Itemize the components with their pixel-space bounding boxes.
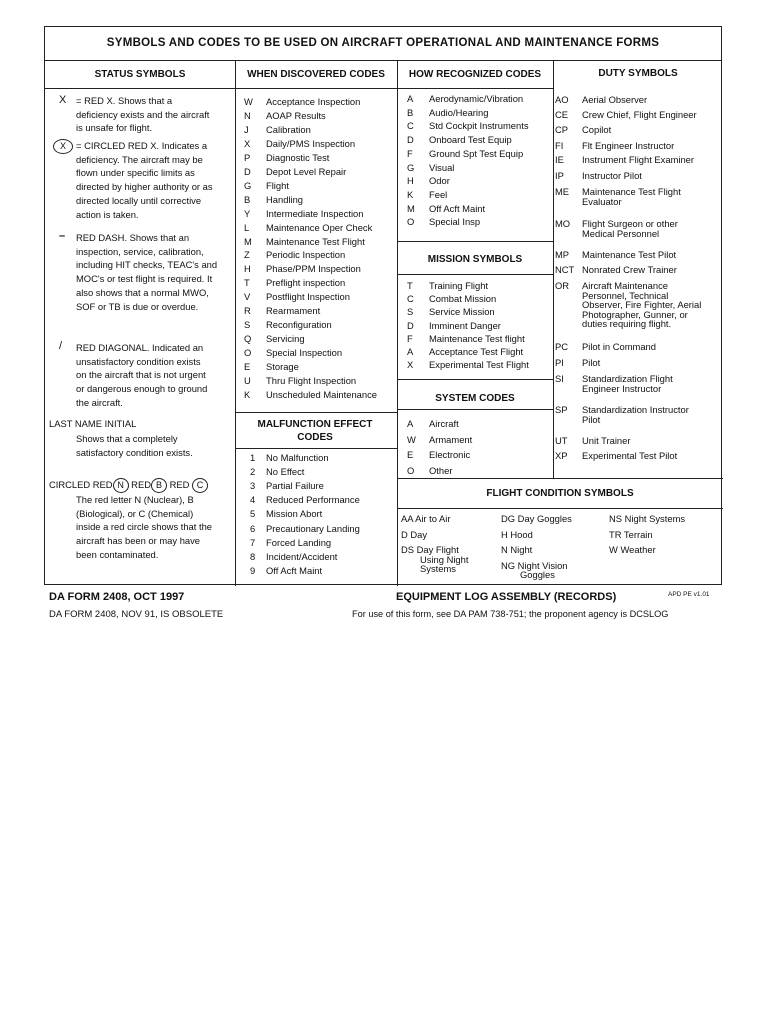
mission-row-label: Acceptance Test Flight	[429, 346, 524, 357]
how-code-row-label: Special Insp	[429, 216, 481, 228]
how-code-row-label: Visual	[429, 161, 455, 173]
system-row-code: O	[407, 464, 415, 476]
duty-code: SI	[555, 373, 564, 384]
flight-condition-item: Using Night	[420, 553, 469, 565]
mission-row-code: F	[407, 332, 413, 344]
duty-label: Unit Trainer	[582, 435, 631, 446]
when-code-row-code: T	[244, 277, 250, 289]
how-code-row-code: D	[407, 134, 414, 146]
malfunction-top-line	[235, 412, 397, 413]
mission-row-code: C	[407, 293, 414, 305]
how-code-row-code: A	[407, 93, 414, 104]
flight-condition-item: TR Terrain	[609, 528, 653, 540]
duty-label: Instrument Flight Examiner	[582, 154, 695, 165]
when-code-row-code: Q	[244, 333, 252, 345]
duty-code: XP	[555, 450, 568, 461]
how-code-row-label: Audio/Hearing	[429, 106, 489, 118]
when-code-row-code: D	[244, 165, 251, 177]
mission-row-label: Service Mission	[429, 306, 495, 318]
when-code-row-code: U	[244, 375, 251, 386]
system-row-code: W	[407, 433, 416, 445]
when-code-row-label: Intermediate Inspection	[266, 207, 364, 219]
red-dash-symbol: –	[59, 230, 66, 242]
malfunction-row-label: Forced Landing	[266, 536, 332, 548]
duty-label: Medical Personnel	[582, 227, 660, 239]
duty-code: IE	[555, 154, 564, 165]
system-row-label: Armament	[429, 433, 473, 445]
circled-x-symbol: X	[53, 139, 73, 154]
when-code-row-code: H	[244, 263, 251, 275]
duty-code: NCT	[555, 264, 575, 275]
when-code-row-label: Calibration	[266, 123, 311, 135]
when-code-row-code: X	[244, 137, 251, 149]
header-mission: MISSION SYMBOLS	[427, 254, 523, 265]
duty-label: Nonrated Crew Trainer	[582, 264, 677, 275]
red-diagonal-symbol: /	[59, 340, 63, 352]
duty-code: AO	[555, 94, 569, 105]
when-code-row-label: Preflight inspection	[266, 277, 346, 289]
duty-code: UT	[555, 435, 568, 446]
mission-row-label: Experimental Test Flight	[429, 359, 529, 371]
duty-code: CP	[555, 124, 569, 135]
duty-label: Observer, Fire Fighter, Aerial	[582, 299, 702, 310]
flight-condition-item: W Weather	[609, 544, 656, 555]
when-code-row-code: L	[244, 221, 250, 233]
flight-condition-item: DS Day Flight	[401, 544, 459, 555]
how-code-row-code: H	[407, 175, 414, 187]
mission-row-code: X	[407, 359, 414, 371]
malfunction-row-label: Reduced Performance	[266, 494, 360, 506]
circled-red-line: CIRCLED RED N RED B RED C	[49, 478, 208, 493]
when-code-row-label: Flight	[266, 179, 289, 191]
mission-row-code: S	[407, 306, 414, 318]
duty-code: SP	[555, 404, 568, 415]
duty-label: Pilot in Command	[582, 341, 656, 352]
when-code-row-label: Daily/PMS Inspection	[266, 137, 356, 149]
red-diagonal-text: RED DIAGONAL. Indicated an unsatisfactory condition exists on the aircraft that is not urgent or dangerous enough to ground the aircraft.	[76, 342, 208, 408]
mission-row-code: T	[407, 280, 413, 291]
header-when: WHEN DISCOVERED CODES	[247, 69, 385, 80]
header-duty: DUTY SYMBOLS	[598, 68, 678, 79]
flight-condition-item: H Hood	[501, 528, 533, 540]
duty-label: Maintenance Test Pilot	[582, 249, 677, 260]
mission-row-label: Combat Mission	[429, 293, 497, 305]
when-code-row-code: G	[244, 179, 252, 191]
duty-label: Aerial Observer	[582, 94, 648, 105]
how-code-row-label: Ground Spt Test Equip	[429, 147, 524, 159]
last-name-text: Shows that a completely satisfactory condition exists.	[76, 433, 193, 458]
usage-note: For use of this form, see DA PAM 738-751; the proponent agency is DCSLOG	[352, 609, 669, 619]
when-code-row-code: E	[244, 361, 251, 373]
when-code-row-label: Special Inspection	[266, 347, 343, 359]
system-row-label: Aircraft	[429, 418, 459, 429]
how-code-row-code: B	[407, 106, 414, 118]
how-code-row-code: M	[407, 202, 415, 214]
flight-condition-item: NS Night Systems	[609, 513, 686, 524]
when-code-row-code: J	[244, 123, 249, 135]
when-code-row-label: Thru Flight Inspection	[266, 375, 357, 386]
form-id: DA FORM 2408, OCT 1997	[49, 591, 185, 603]
duty-code: CE	[555, 109, 569, 120]
duty-code: ME	[555, 186, 570, 197]
duty-label: Pilot	[582, 357, 601, 368]
flight-condition-item: DG Day Goggles	[501, 513, 572, 524]
system-row-code: A	[407, 418, 414, 429]
symbols-form	[44, 26, 722, 585]
duty-label: Flight Surgeon or other	[582, 218, 678, 229]
duty-label: Photographer, Gunner, or	[582, 308, 688, 320]
form-title: SYMBOLS AND CODES TO BE USED ON AIRCRAFT OPERATIONAL AND MAINTENANCE FORMS	[45, 27, 721, 61]
malfunction-row-code: 5	[250, 508, 256, 520]
when-code-row-code: V	[244, 291, 251, 303]
duty-code: PC	[555, 341, 569, 352]
malfunction-row-code: 3	[250, 480, 256, 492]
red-x-text: = RED X. Shows that a deficiency exists and the aircraft is unsafe for flight.	[76, 95, 210, 134]
when-code-row-code: P	[244, 151, 251, 163]
how-code-row-label: Off Acft Maint	[429, 202, 486, 214]
header-status: STATUS SYMBOLS	[94, 69, 186, 80]
header-flight-condition: FLIGHT CONDITION SYMBOLS	[486, 488, 634, 499]
flight-condition-item: NG Night Vision	[501, 559, 568, 571]
when-code-row-code: W	[244, 96, 253, 107]
duty-code: MP	[555, 249, 570, 260]
when-code-row-label: Maintenance Test Flight	[266, 235, 365, 247]
how-code-row-code: F	[407, 147, 413, 159]
duty-label: Copilot	[582, 124, 612, 135]
flight-bottom-line	[397, 508, 723, 509]
malfunction-row-label: Off Acft Maint	[266, 564, 323, 576]
flight-top-line	[397, 478, 723, 479]
malfunction-bottom-line	[235, 448, 397, 449]
flight-condition-item: D Day	[401, 528, 428, 540]
mission-row-label: Training Flight	[429, 280, 489, 291]
duty-code: PI	[555, 357, 564, 368]
when-code-row-code: R	[244, 305, 251, 317]
malfunction-row-label: No Effect	[266, 466, 305, 478]
system-top-line	[397, 379, 553, 380]
duty-label: Evaluator	[582, 195, 622, 207]
duty-label: Crew Chief, Flight Engineer	[582, 109, 697, 120]
malfunction-row-code: 4	[250, 494, 256, 506]
malfunction-row-code: 9	[250, 564, 256, 576]
divider-how	[553, 60, 554, 478]
how-code-row-code: C	[407, 120, 414, 132]
obsolete-note: DA FORM 2408, NOV 91, IS OBSOLETE	[49, 609, 224, 620]
mission-row-code: D	[407, 319, 414, 331]
duty-label: Aircraft Maintenance	[582, 280, 668, 291]
mission-row-label: Imminent Danger	[429, 319, 501, 331]
how-code-row-label: Odor	[429, 175, 450, 187]
how-code-row-label: Onboard Test Equip	[429, 134, 512, 146]
malfunction-row-label: Incident/Accident	[266, 550, 338, 562]
red-dash-text: RED DASH. Shows that an inspection, service, calibration, including HIT checks, TEAC's and MOC's or test flight is required. It also shows that a normal MWO, SOF or TB is due or overdue.	[76, 232, 218, 312]
how-code-row-code: O	[407, 216, 415, 228]
duty-label: Standardization Instructor	[582, 404, 689, 415]
duty-label: Personnel, Technical	[582, 289, 669, 301]
how-code-row-label: Feel	[429, 188, 448, 200]
malfunction-row-code: 7	[250, 536, 256, 548]
when-code-row-label: Handling	[266, 193, 304, 205]
when-code-row-label: Maintenance Oper Check	[266, 221, 373, 233]
when-code-row-code: B	[244, 193, 251, 205]
mission-top-line	[397, 241, 553, 242]
malfunction-row-code: 6	[250, 522, 256, 534]
when-code-row-label: Servicing	[266, 333, 305, 345]
when-code-row-code: M	[244, 235, 252, 247]
duty-code: IP	[555, 170, 564, 181]
system-bottom-line	[397, 409, 553, 410]
flight-condition-item: AA Air to Air	[401, 513, 451, 524]
duty-label: Maintenance Test Flight	[582, 186, 681, 197]
duty-label: Experimental Test Pilot	[582, 450, 678, 461]
how-code-row-code: K	[407, 188, 414, 200]
duty-label: Instructor Pilot	[582, 170, 642, 181]
when-code-row-code: Z	[244, 249, 250, 261]
flight-condition-item: N Night	[501, 544, 533, 555]
duty-code: MO	[555, 218, 571, 229]
duty-label: Pilot	[582, 413, 601, 425]
duty-label: Flt Engineer Instructor	[582, 140, 675, 151]
when-code-row-code: N	[244, 109, 251, 121]
when-code-row-code: K	[244, 388, 251, 400]
mission-row-code: A	[407, 346, 414, 357]
malfunction-row-label: No Malfunction	[266, 452, 329, 463]
when-code-row-label: AOAP Results	[266, 109, 326, 121]
malfunction-row-code: 2	[250, 466, 256, 478]
when-code-row-label: Diagnostic Test	[266, 151, 330, 163]
how-code-row-label: Std Cockpit Instruments	[429, 120, 529, 132]
duty-label: Engineer Instructor	[582, 382, 662, 394]
mission-row-label: Maintenance Test flight	[429, 332, 525, 344]
flight-condition-item: Goggles	[520, 569, 555, 580]
when-code-row-label: Periodic Inspection	[266, 249, 346, 261]
header-malfunction: MALFUNCTION EFFECT CODES	[257, 419, 373, 443]
assembly-title: EQUIPMENT LOG ASSEMBLY (RECORDS)	[396, 591, 617, 603]
duty-label: duties requiring flight.	[582, 318, 672, 329]
duty-code: OR	[555, 280, 570, 291]
duty-code: FI	[555, 140, 564, 151]
malfunction-row-label: Mission Abort	[266, 508, 323, 520]
when-code-row-label: Depot Level Repair	[266, 165, 347, 177]
circled-red-text: The red letter N (Nuclear), B (Biological), or C (Chemical) inside a red circle shows that the aircraft has been or may have been contaminated.	[76, 494, 213, 560]
circled-x-text: = CIRCLED RED X. Indicates a deficiency. The aircraft may be flown under specific limits as directed by higher authority or as directed locally until corrective action is taken.	[76, 140, 213, 220]
divider-status	[235, 60, 236, 586]
red-x-symbol: X	[59, 94, 67, 106]
header-system: SYSTEM CODES	[435, 393, 515, 404]
how-code-row-code: G	[407, 161, 415, 173]
system-row-label: Electronic	[429, 449, 471, 460]
version-label: APD PE v1.01	[668, 591, 710, 598]
duty-label: Standardization Flight	[582, 373, 673, 384]
when-code-row-label: Storage	[266, 361, 299, 373]
when-code-row-label: Acceptance Inspection	[266, 96, 361, 107]
when-code-row-code: Y	[244, 207, 251, 219]
malfunction-row-code: 8	[250, 550, 256, 562]
when-code-row-label: Unscheduled Maintenance	[266, 388, 378, 400]
when-code-row-code: S	[244, 319, 251, 331]
when-code-row-label: Reconfiguration	[266, 319, 332, 331]
header-line	[45, 88, 553, 89]
when-code-row-label: Rearmament	[266, 305, 321, 317]
flight-condition-item: Systems	[420, 563, 456, 574]
system-row-label: Other	[429, 464, 453, 476]
header-how: HOW RECOGNIZED CODES	[408, 69, 542, 80]
malfunction-row-code: 1	[250, 452, 256, 463]
how-code-row-label: Aerodynamic/Vibration	[429, 93, 524, 104]
malfunction-row-label: Precautionary Landing	[266, 522, 360, 534]
when-code-row-label: Phase/PPM Inspection	[266, 263, 361, 275]
mission-bottom-line	[397, 274, 553, 275]
when-code-row-code: O	[244, 347, 252, 359]
when-code-row-label: Postflight Inspection	[266, 291, 350, 303]
malfunction-row-label: Partial Failure	[266, 480, 324, 492]
last-name-title: LAST NAME INITIAL	[49, 418, 137, 429]
system-row-code: E	[407, 449, 414, 460]
